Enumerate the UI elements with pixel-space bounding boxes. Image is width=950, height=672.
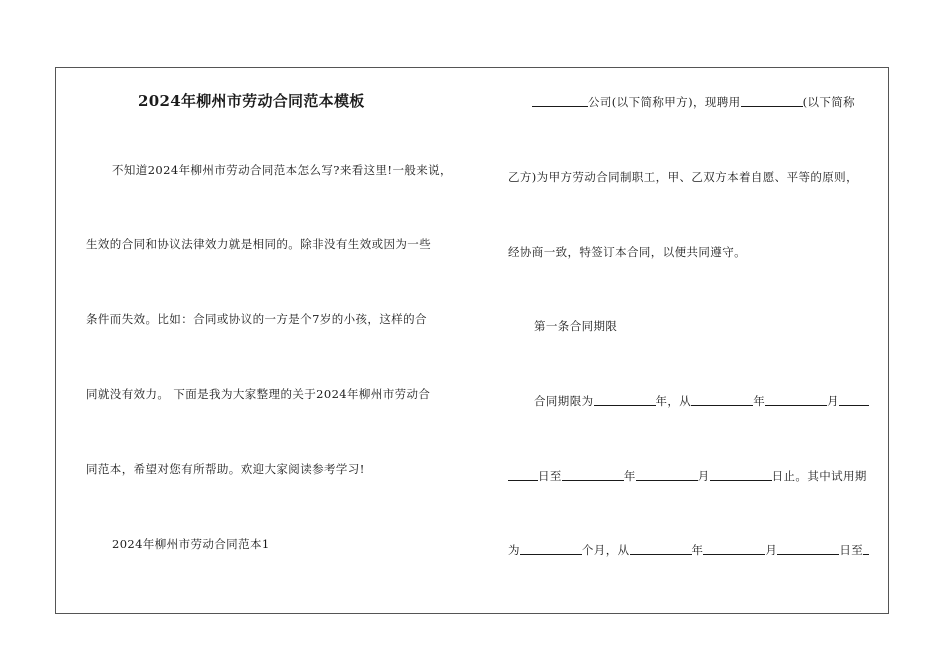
start-day-blank [839, 394, 869, 406]
end-month-blank [636, 469, 698, 481]
start-day-blank [508, 469, 538, 481]
contract-intro-line: 乙方)为甲方劳动合同制职工，甲、乙双方本着自愿、平等的原则， [508, 170, 858, 184]
term-text: 为 [508, 543, 520, 557]
probation-end-blank [863, 543, 869, 555]
intro-text: 公司(以下简称甲方)，现聘用 [588, 95, 741, 109]
employee-name-blank [741, 95, 803, 107]
probation-year-blank [630, 543, 692, 555]
paragraph-line: 同就没有效力。 下面是我为大家整理的关于2024年柳州市劳动合 [86, 387, 431, 401]
paragraph-line: 同范本，希望对您有所帮助。欢迎大家阅读参考学习! [86, 462, 365, 476]
term-text: 月 [827, 394, 840, 408]
term-years-blank [594, 394, 656, 406]
document-title: 2024年柳州市劳动合同范本模板 [138, 92, 365, 110]
start-month-blank [765, 394, 827, 406]
end-day-blank [710, 469, 772, 481]
contract-intro-line: 经协商一致，特签订本合同，以便共同遵守。 [508, 245, 746, 259]
probation-months-blank [520, 543, 582, 555]
term-text: 个月，从 [581, 543, 630, 557]
term-line [508, 468, 867, 484]
end-year-blank [562, 469, 624, 481]
term-text: 合同期限为 [534, 394, 594, 408]
company-name-blank [532, 95, 588, 107]
document-page [55, 67, 889, 614]
term-text: 年 [753, 394, 766, 408]
paragraph-line: 条件而失效。比如：合同或协议的一方是个7岁的小孩，这样的合 [86, 312, 427, 326]
term-text: 年 [623, 469, 636, 483]
term-line [508, 542, 869, 558]
probation-day-blank [777, 543, 839, 555]
term-text: 年 [691, 543, 704, 557]
term-text: 月 [697, 469, 710, 483]
term-text: 日止。其中试用期 [771, 469, 867, 483]
term-line [534, 393, 869, 409]
contract-intro-line [532, 94, 855, 110]
probation-month-blank [703, 543, 765, 555]
term-text: 月 [765, 543, 778, 557]
paragraph-line: 生效的合同和协议法律效力就是相同的。除非没有生效或因为一些 [86, 237, 432, 251]
start-year-blank [691, 394, 753, 406]
article-heading: 第一条合同期限 [534, 319, 618, 333]
term-text: 日至 [839, 543, 864, 557]
paragraph-line: 不知道2024年柳州市劳动合同范本怎么写?来看这里!一般来说， [112, 163, 452, 177]
term-text: 年，从 [655, 394, 692, 408]
section-heading: 2024年柳州市劳动合同范本1 [112, 537, 270, 551]
intro-text: (以下简称 [802, 95, 856, 109]
term-text: 日至 [538, 469, 562, 483]
